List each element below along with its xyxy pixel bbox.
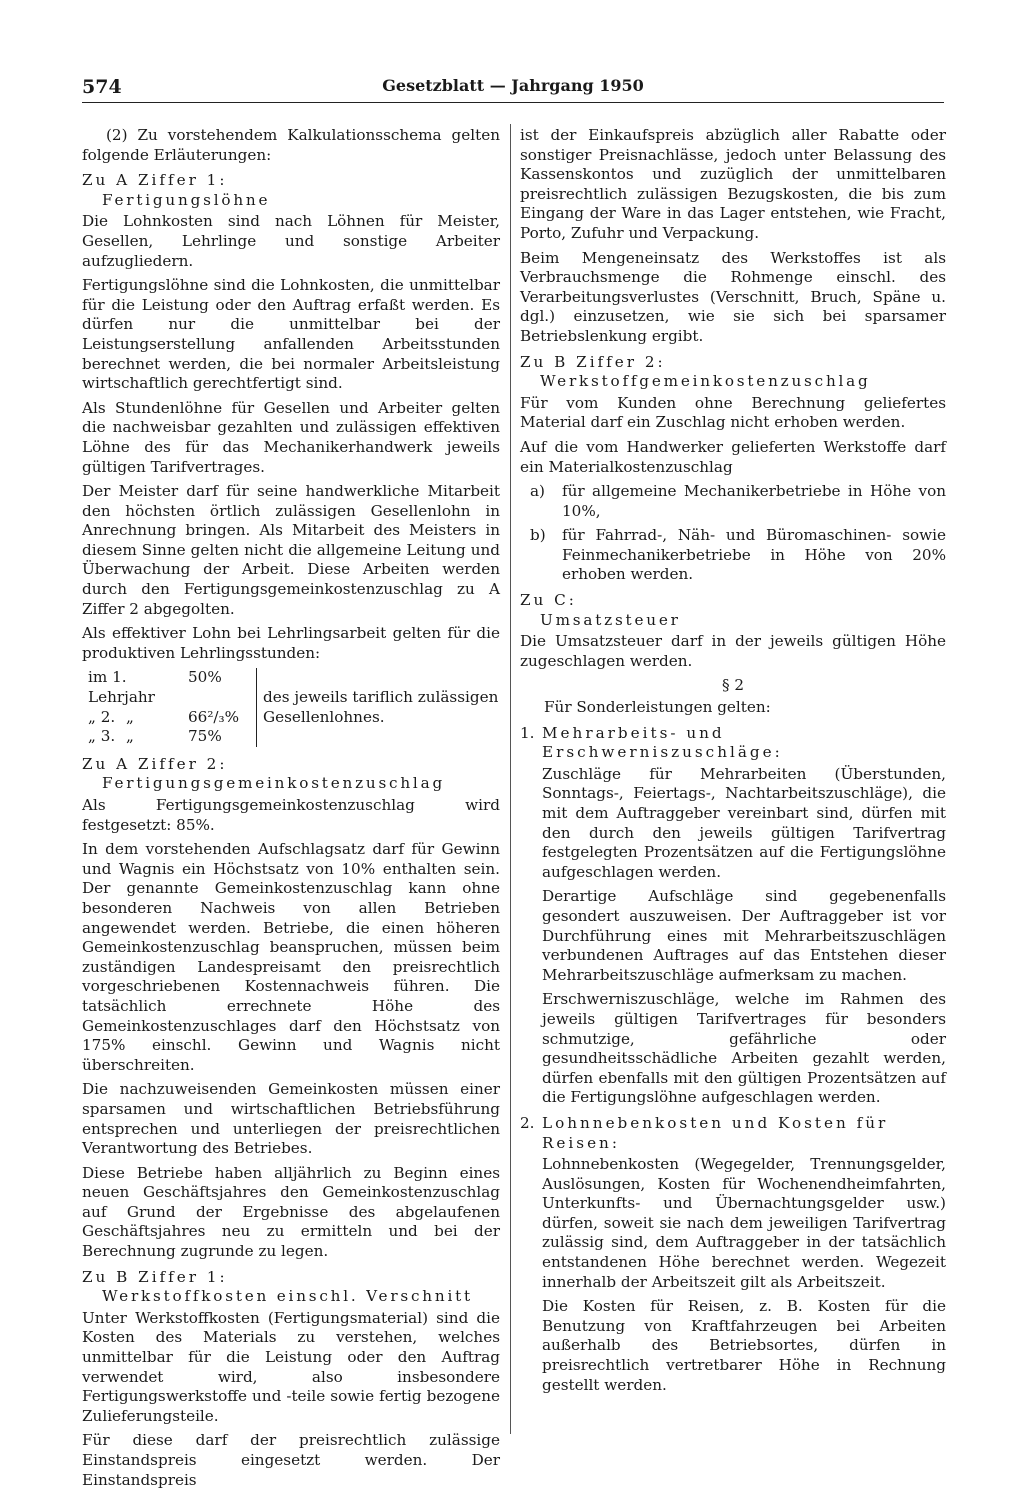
paragraph: Die Lohnkosten sind nach Löhnen für Meister, Gesellen, Lehrlinge und sonstige Arbeiter aufzugliedern. <box>82 212 500 270</box>
paragraph: Erschwerniszuschläge, welche im Rahmen des jeweils gültigen Tarifvertrages für besonders schmutzige, gefährliche oder gesundheitsschädliche Arbeiten gezahlt werden, dürfen ebenfalls mit den gültigen Prozentsätzen auf die Fertigungslöhne aufgeschlagen werden. <box>542 990 946 1107</box>
paragraph: Als Fertigungsgemeinkostenzuschlag wird festgesetzt: 85%. <box>82 796 500 834</box>
year-label: „ 2. <box>88 707 116 726</box>
year-pct: 50% <box>188 668 222 687</box>
section-heading-c: Zu C: <box>520 591 577 610</box>
section-heading-a1: Zu A Ziffer 1: <box>82 171 228 190</box>
paragraph: Als Stundenlöhne für Gesellen und Arbeiter gelten die nachweisbar gezahlten und zulässigen effektiven Löhne des für das Mechanikerhandwerk jeweils gültigen Tarifvertrages. <box>82 398 500 476</box>
page-number: 574 <box>82 76 122 98</box>
paragraph: Diese Betriebe haben alljährlich zu Beginn eines neuen Geschäftsjahres den Gemeinkostenzuschlag auf Grund der Ergebnisse des abgelaufenen Geschäftsjahres neu zu ermitteln und bei der Berechnung zugrunde zu legen. <box>82 1163 500 1261</box>
page-header <box>82 72 944 103</box>
year-pct: 66²/₃% <box>188 707 240 726</box>
ditto-mark: „ <box>126 727 134 746</box>
subheading-b2: Werkstoffgemeinkostenzuschlag <box>540 372 871 391</box>
list-marker: b) <box>530 526 546 545</box>
section-heading-b2: Zu B Ziffer 2: <box>520 352 666 371</box>
paragraph: In dem vorstehenden Aufschlagsatz darf für Gewinn und Wagnis ein Höchstsatz von 10% enthalten sein. Der genannte Gemeinkostenzuschlag kann ohne besonderen Nachweis von allen Betrieben angewendet werden. Betriebe, die einen höheren Gemeinkostenzuschlag beanspruchen, müssen beim zuständigen Landespreisamt den preisrechtlich vorgeschriebenen Kostennachweis führen. Die tatsächlich errechnete Höhe des Gemeinkostenzuschlages darf den Höchstsatz von 175% einschl. Gewinn und Wagnis nicht überschreiten. <box>82 840 500 1074</box>
left-column <box>82 126 500 1495</box>
list-marker: a) <box>530 482 545 501</box>
intro-paragraph: (2) Zu vorstehendem Kalkulationsschema gelten folgende Erläuterungen: <box>82 126 500 164</box>
paragraph: Zuschläge für Mehrarbeiten (Überstunden, Sonntags-, Feiertags-, Nachtarbeitszuschläge), die mit dem Auftraggeber vereinbart sind, dürfen mit den durch den jeweils gültigen Tarifvertrag festgelegten Prozentsätzen auf die Fertigungslöhne aufgeschlagen werden. <box>542 764 946 881</box>
subheading-a1: Fertigungslöhne <box>102 190 271 209</box>
apprentice-rate-table <box>88 668 500 746</box>
year-pct: 75% <box>188 727 222 746</box>
right-column <box>520 126 946 1400</box>
item-number: 1. <box>520 723 535 742</box>
paragraph: Beim Mengeneinsatz des Werkstoffes ist als Verbrauchsmenge die Rohmenge einschl. des Verarbeitungsverlustes (Verschnitt, Bruch, Späne u. dgl.) einzusetzen, wie sie sich bei sparsamer Betriebslenkung ergibt. <box>520 248 946 345</box>
paragraph-sign: § 2 <box>721 676 745 695</box>
paragraph: Derartige Aufschläge sind gegebenenfalls gesondert auszuweisen. Der Auftraggeber ist vor Durchführung eines mit Mehrarbeitszuschlägen verbundenen Auftrages auf das Entstehen dieser Mehrarbeitszuschläge aufmerksam zu machen. <box>542 887 946 984</box>
paragraph: Die nachzuweisenden Gemeinkosten müssen einer sparsamen und wirtschaftlichen Betriebsführung entsprechen und unterliegen der preisrechtlichen Verantwortung des Betriebes. <box>82 1080 500 1158</box>
paragraph: Der Meister darf für seine handwerkliche Mitarbeit den höchsten örtlich zulässigen Gesellenlohn in Anrechnung bringen. Als Mitarbeit des Meisters in diesem Sinne gelten nicht die allgemeine Leitung und Überwachung der Arbeit. Diese Arbeiten werden durch den Fertigungsgemeinkostenzuschlag zu A Ziffer 2 abgegolten. <box>82 482 500 618</box>
brace-text: des jeweils tariflich zulässigen Gesellenlohnes. <box>256 668 500 746</box>
paragraph: Fertigungslöhne sind die Lohnkosten, die unmittelbar für die Leistung oder den Auftrag erfaßt werden. Es dürfen nur die unmittelbar bei der Leistungserstellung anfallenden Arbeitsstunden berechnet werden, die bei normaler Arbeitsleistung wirtschaftlich gerechtfertigt sind. <box>82 276 500 393</box>
year-label: „ 3. <box>88 727 116 746</box>
paragraph: Lohnnebenkosten (Wegegelder, Trennungsgelder, Auslösungen, Kosten für Wochenendheimfahrten, Unterkunfts- und Übernachtungsgelder usw.) dürfen, soweit sie nach dem jeweiligen Tarifvertrag zulässig sind, dem Auftraggeber in der tatsächlich entstandenen Höhe berechnet werden. Wegezeit innerhalb der Arbeitszeit gilt als Arbeitszeit. <box>542 1155 946 1291</box>
section-heading-a2: Zu A Ziffer 2: <box>82 754 228 773</box>
paragraph: ist der Einkaufspreis abzüglich aller Rabatte oder sonstiger Preisnachlässe, jedoch unter Belassung des Kassenskontos und zuzüglich der unmittelbaren preisrechtlich zulässigen Bezugskosten, die bis zum Eingang der Ware in das Lager entstehen, wie Fracht, Porto, Zufuhr und Verpackung. <box>520 126 946 242</box>
item-number: 2. <box>520 1113 535 1132</box>
paragraph: Als effektiver Lohn bei Lehrlingsarbeit gelten für die produktiven Lehrlingsstunden: <box>82 624 500 662</box>
subheading-a2: Fertigungsgemeinkostenzuschlag <box>102 774 445 793</box>
numbered-heading <box>520 724 946 763</box>
paragraph: Die Kosten für Reisen, z. B. Kosten für die Benutzung von Kraftfahrzeugen bei Arbeiten außerhalb des Betriebsortes, dürfen in preisrechtlich vertretbarer Höhe in Rechnung gestellt werden. <box>542 1297 946 1394</box>
running-title: Gesetzblatt — Jahrgang 1950 <box>382 76 644 95</box>
item-heading: Mehrarbeits- und Erschwerniszuschläge: <box>542 723 783 762</box>
numbered-heading <box>520 1114 946 1153</box>
paragraph: Unter Werkstoffkosten (Fertigungsmaterial) sind die Kosten des Materials zu verstehen, welches unmittelbar für die Leistung oder den Auftrag verwendet wird, also insbesondere Fertigungswerkstoffe und -teile sowie fertig bezogene Zulieferungsteile. <box>82 1308 500 1425</box>
subheading-c: Umsatzsteuer <box>540 610 681 629</box>
year-label: im 1. Lehrjahr <box>88 668 155 707</box>
section-heading-b1: Zu B Ziffer 1: <box>82 1267 228 1286</box>
paragraph: Für Sonderleistungen gelten: <box>544 698 771 717</box>
list-item <box>520 482 946 521</box>
list-item <box>520 526 946 585</box>
ditto-mark: „ <box>126 707 134 726</box>
list-text: für allgemeine Mechanikerbetriebe in Höhe von 10%, <box>562 482 946 520</box>
paragraph: Die Umsatzsteuer darf in der jeweils gültigen Höhe zugeschlagen werden. <box>520 632 946 670</box>
paragraph: Auf die vom Handwerker gelieferten Werkstoffe darf ein Materialkostenzuschlag <box>520 437 946 476</box>
paragraph: Für diese darf der preisrechtlich zulässige Einstandspreis eingesetzt werden. Der Einstandspreis <box>82 1431 500 1489</box>
column-divider <box>510 124 511 1434</box>
list-text: für Fahrrad-, Näh- und Büromaschinen- sowie Feinmechanikerbetriebe in Höhe von 20% erhoben werden. <box>562 526 946 584</box>
paragraph: Für vom Kunden ohne Berechnung geliefertes Material darf ein Zuschlag nicht erhoben werden. <box>520 393 946 432</box>
item-heading: Lohnnebenkosten und Kosten für Reisen: <box>542 1113 889 1152</box>
subheading-b1: Werkstoffkosten einschl. Verschnitt <box>102 1287 473 1306</box>
